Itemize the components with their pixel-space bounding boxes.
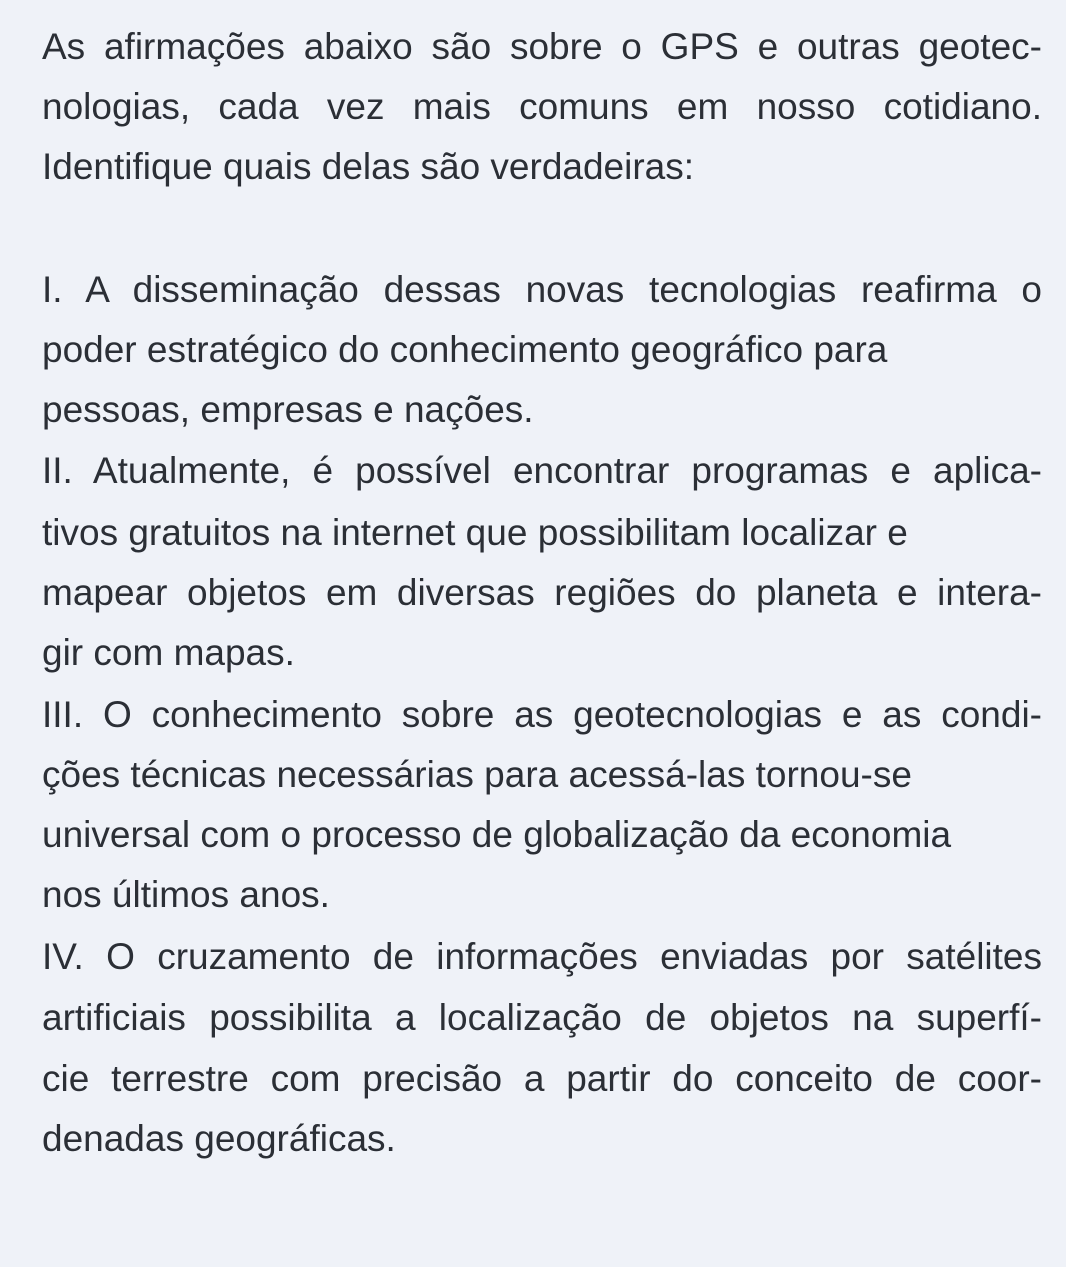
statement-line: pessoas, empresas e nações. [42, 389, 534, 430]
statement-line: ções técnicas necessárias para acessá-las tornou-se [42, 754, 912, 795]
statement-line: denadas geográficas. [42, 1118, 396, 1159]
statement-line: mapear objetos em diversas regiões do planeta e intera- [42, 572, 1042, 613]
statement-line: universal com o processo de globalização da economia [42, 814, 952, 855]
statement-line: tivos gratuitos na internet que possibilitam localizar e [42, 512, 908, 553]
statement-line: cie terrestre com precisão a partir do conceito de coor- [42, 1058, 1042, 1099]
intro-line: nologias, cada vez mais comuns em nosso cotidiano. [42, 86, 1042, 127]
statement-line: artificiais possibilita a localização de objetos na superfí- [42, 997, 1042, 1038]
statement-line: I. A disseminação dessas novas tecnologias reafirma o [42, 269, 1042, 310]
statement-line: III. O conhecimento sobre as geotecnologias e as condi- [42, 694, 1042, 735]
statement-line: nos últimos anos. [42, 874, 330, 915]
statement-line: gir com mapas. [42, 632, 295, 673]
statement-line: II. Atualmente, é possível encontrar programas e aplica- [42, 450, 1042, 491]
statement-line: IV. O cruzamento de informações enviadas por satélites [42, 936, 1042, 977]
statement-line: poder estratégico do conhecimento geográfico para [42, 329, 888, 370]
intro-line: Identifique quais delas são verdadeiras: [42, 146, 695, 187]
intro-line: As afirmações abaixo são sobre o GPS e outras geotec- [42, 26, 1042, 67]
